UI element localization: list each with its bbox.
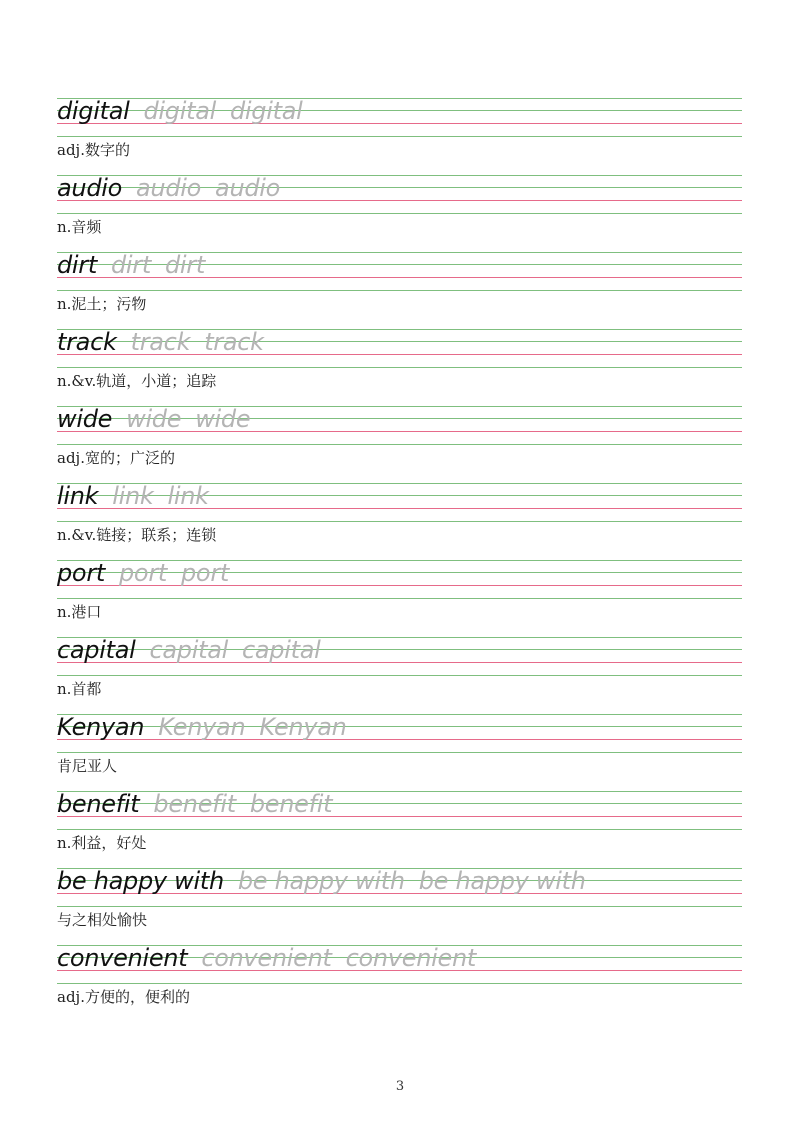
vocab-entry — [0, 637, 800, 714]
trace-word: wide — [126, 405, 182, 433]
word-row — [57, 404, 250, 434]
word-row — [57, 789, 332, 819]
vocab-entry — [0, 329, 800, 406]
trace-word: port — [119, 559, 167, 587]
trace-word: port — [181, 559, 229, 587]
vocab-entry — [0, 406, 800, 483]
word-meaning: n.港口 — [57, 603, 102, 621]
word-meaning: adj.方便的，便利的 — [57, 988, 190, 1006]
trace-word: digital — [143, 97, 216, 125]
vocab-word: dirt — [57, 251, 97, 279]
word-row — [57, 712, 347, 742]
word-meaning: n.音频 — [57, 218, 102, 236]
word-meaning: n.利益，好处 — [57, 834, 147, 852]
word-meaning: adj.数字的 — [57, 141, 130, 159]
trace-word: be happy with — [418, 867, 586, 895]
trace-word: convenient — [201, 944, 332, 972]
vocab-word: wide — [57, 405, 113, 433]
trace-word: be happy with — [237, 867, 405, 895]
vocab-entry — [0, 98, 800, 175]
word-meaning: n.&v.链接；联系；连锁 — [57, 526, 217, 544]
vocab-word: capital — [57, 636, 136, 664]
word-meaning: 肯尼亚人 — [57, 757, 118, 775]
guide-line — [57, 521, 742, 522]
trace-word: dirt — [110, 251, 151, 279]
vocab-entry — [0, 945, 800, 1022]
trace-word: Kenyan — [259, 713, 347, 741]
word-row — [57, 635, 321, 665]
vocab-word: link — [57, 482, 99, 510]
word-meaning: n.泥土；污物 — [57, 295, 147, 313]
trace-word: dirt — [164, 251, 205, 279]
trace-word: audio — [136, 174, 202, 202]
word-row — [57, 558, 229, 588]
trace-word: link — [167, 482, 209, 510]
word-meaning: 与之相处愉快 — [57, 911, 148, 929]
guide-line — [57, 290, 742, 291]
trace-word: track — [130, 328, 191, 356]
guide-line — [57, 752, 742, 753]
guide-line — [57, 136, 742, 137]
vocab-word: be happy with — [57, 867, 224, 895]
word-meaning: n.首都 — [57, 680, 102, 698]
trace-word: audio — [215, 174, 281, 202]
vocab-word: benefit — [57, 790, 140, 818]
trace-word: link — [112, 482, 154, 510]
word-meaning: adj.宽的；广泛的 — [57, 449, 175, 467]
trace-word: track — [204, 328, 264, 356]
guide-line — [57, 906, 742, 907]
trace-word: Kenyan — [158, 713, 246, 741]
vocab-entry — [0, 791, 800, 868]
guide-line — [57, 213, 742, 214]
word-row — [57, 96, 303, 126]
trace-word: wide — [195, 405, 251, 433]
word-row — [57, 943, 476, 973]
vocab-entry — [0, 483, 800, 560]
vocab-entry — [0, 252, 800, 329]
trace-word: capital — [242, 636, 321, 664]
word-row — [57, 866, 586, 896]
guide-line — [57, 444, 742, 445]
vocab-entry — [0, 175, 800, 252]
guide-line — [57, 675, 742, 676]
vocab-entry — [0, 714, 800, 791]
vocab-entry — [0, 868, 800, 945]
guide-line — [57, 598, 742, 599]
trace-word: digital — [230, 97, 303, 125]
trace-word: benefit — [153, 790, 236, 818]
vocab-word: audio — [57, 174, 123, 202]
guide-line — [57, 983, 742, 984]
word-meaning: n.&v.轨道，小道；追踪 — [57, 372, 217, 390]
trace-word: capital — [149, 636, 228, 664]
vocab-word: Kenyan — [57, 713, 145, 741]
vocab-word: track — [57, 328, 117, 356]
word-row — [57, 250, 205, 280]
guide-line — [57, 367, 742, 368]
trace-word: benefit — [249, 790, 333, 818]
word-row — [57, 481, 209, 511]
guide-line — [57, 829, 742, 830]
page-number: 3 — [395, 1079, 405, 1094]
vocab-word: convenient — [57, 944, 188, 972]
vocab-word: port — [57, 559, 105, 587]
trace-word: convenient — [345, 944, 476, 972]
word-row — [57, 327, 264, 357]
vocab-entry — [0, 560, 800, 637]
word-row — [57, 173, 280, 203]
vocab-word: digital — [57, 97, 130, 125]
